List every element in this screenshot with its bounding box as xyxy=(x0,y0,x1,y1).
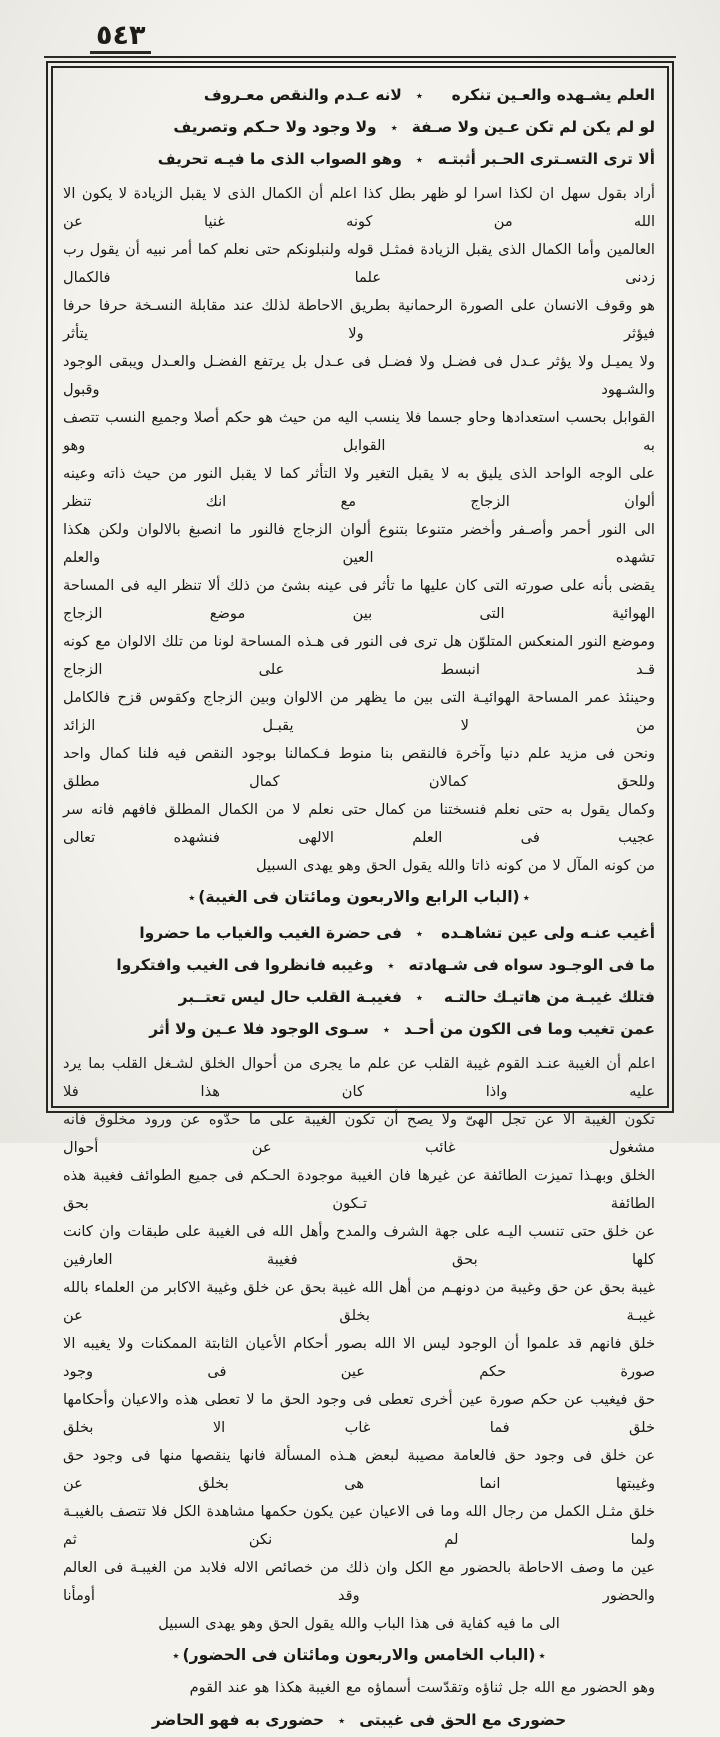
prose-line: أراد بقول سهل ان لكذا اسرا لو ظهر بطل كذا اعلم أن الكمال الذى لا يقبل الزيادة لا يكون الا الله من كونه غنيا عن xyxy=(63,185,655,230)
hemistich-left: وغيبه فانظروا فى الغيب وافتكروا xyxy=(116,956,374,974)
prose-line: على الوجه الواحد الذى يليق به لا يقبل التغير ولا التأثر كما لا يقبل النور من حيث ذاته وعينه ألوان الزجاج مع انك تنظر xyxy=(63,465,655,510)
prose-line: اعلم أن الغيبة عنـد القوم غيبة القلب عن علم ما يجرى من أحوال الخلق لشـغل القلب بما يرد عليه واذا كان هذا فلا xyxy=(63,1055,655,1100)
page-frame xyxy=(46,61,674,1729)
hemistich-right: عمن تغيب وما فى الكون من أحـد xyxy=(403,1020,655,1038)
verse-separator: ٭ xyxy=(415,927,423,942)
prose-line: عن خلق حتى تنسب اليـه على جهة الشرف والمدح وأهل الله فى الغيبة على طبقات وان كانت كلها بحق فغيبة العارفين xyxy=(63,1223,655,1268)
poem-block xyxy=(63,80,655,176)
heading-ornament: ٭ xyxy=(172,1649,180,1664)
hemistich-right: لو لم يكن لم تكن عـين ولا صـفة xyxy=(411,118,655,136)
prose-paragraph xyxy=(63,1050,655,1638)
prose-line: عين ما وصف الاحاطة بالحضور مع الكل وان ذلك من خصائص الاله فلابد من الغيبـة فى العالم والحضور وقد أومأنا xyxy=(63,1559,655,1604)
verse-line xyxy=(63,112,655,144)
prose-line: خلق فانهم قد علموا أن الوجود ليس الا الله بصور أحكام الأعيان الثابتة الممكنات ولا يغيبه الا صورة حكم عين فى وجود xyxy=(63,1335,655,1380)
hemistich-right: ألا ترى التسـترى الحـبر أثبتـه xyxy=(437,150,655,168)
heading-ornament: ٭ xyxy=(188,891,196,906)
prose-line: يقضى بأنه على صورته التى كان عليها ما تأثر فى عينه بشئ من ذلك ألا تنظر اليه فى المساحة الهوائية التى بين موضع الزجاج xyxy=(63,577,655,622)
verse-separator: ٭ xyxy=(382,1023,390,1038)
prose-line: غيبة بحق عن حق وغيبة من دونهـم من أهل الله غيبة بحق عن خلق وغيبة الاكابر من العلماء بالله غيبـة بخلق عن xyxy=(63,1279,655,1324)
verse-line xyxy=(63,80,655,112)
heading-ornament: ٭ xyxy=(538,1649,546,1664)
prose-line: وهو الحضور مع الله جل ثناؤه وتقدّست أسماؤه مع الغيبة هكذا هو عند القوم xyxy=(189,1679,655,1696)
hemistich-left: سـوى الوجود فلا عـين ولا أثر xyxy=(149,1020,369,1038)
verse-separator: ٭ xyxy=(415,991,423,1006)
hemistich-right: ما فى الوجـود سواه فى شـهادته xyxy=(408,956,655,974)
prose-line: وحينئذ عمر المساحة الهوائيـة التى بين ما يظهر من الالوان وبين الزجاج وكقوس قزح فالكامل من لا يقبـل الزائد xyxy=(63,689,655,734)
prose-line: الى ما فيه كفاية فى هذا الباب والله يقول الحق وهو يهدى السبيل xyxy=(158,1615,560,1632)
hemistich-left: فغيبـة القلب حال ليس تعتــبر xyxy=(178,988,402,1006)
poem-block xyxy=(63,918,655,1046)
verse-separator: ٭ xyxy=(338,1714,346,1729)
hemistich-right: فتلك غيبـة من هاتيـك حالتـه xyxy=(443,988,655,1006)
prose-line: الى النور أحمر وأصـفر وأخضر متنوعا بتنوع ألوان الزجاج فالنور ما انصبغ بالالوان ولكن هكذا تشهده العين والعلم xyxy=(63,521,655,566)
hemistich-left: حضورى به فهو الحاضر xyxy=(151,1711,325,1729)
hemistich-left: لانه عـدم والنقص معـروف xyxy=(203,86,402,104)
heading-text: (الباب الخامس والاربعون ومائتان فى الحضور) xyxy=(182,1646,536,1664)
hemistich-right: أغيب عنـه ولى عين تشاهـده xyxy=(441,924,655,942)
prose-paragraph xyxy=(63,180,655,880)
verse-line xyxy=(63,982,655,1014)
verse-line xyxy=(63,918,655,950)
page-content xyxy=(53,68,667,1729)
hemistich-right: العلم يشـهده والعـين تنكره xyxy=(451,86,655,104)
hemistich-left: وهو الصواب الذى ما فيـه تحريف xyxy=(157,150,402,168)
verse-line xyxy=(63,1014,655,1046)
verse-line xyxy=(63,144,655,176)
prose-line: خلق مثـل الكمل من رجال الله وما فى الاعيان عين يكون حكمها مشاهدة الكل فلا تتصف بالغيبـة ولما لم نكن ثم xyxy=(63,1503,655,1548)
prose-line: وموضع النور المنعكس المتلوّن هل ترى فى النور فى هـذه المساحة لونا من تلك الالوان مع كونه قـد انبسط على الزجاج xyxy=(63,633,655,678)
prose-line: ونحن فى مزيد علم دنيا وآخرة فالنقص بنا منوط فـكمالنا بوجود النقص فيه فلنا كمال واحد وللحق كمالان كمال مطلق xyxy=(63,745,655,790)
top-rule xyxy=(44,56,676,58)
verse-separator: ٭ xyxy=(415,89,423,104)
hemistich-left: ولا وجود ولا حـكم وتصريف xyxy=(173,118,377,136)
chapter-heading xyxy=(63,881,655,915)
chapter-heading xyxy=(63,1639,655,1673)
verse-line xyxy=(63,950,655,982)
hemistich-right: حضورى مع الحق فى غيبتى xyxy=(359,1711,567,1729)
prose-line: العالمين وأما الكمال الذى يقبل الزيادة فمثـل قوله ولنبلونكم حتى نعلم كما أمر نبيه أن يقول رب زدنى علما فالكمال xyxy=(63,241,655,286)
poem-block xyxy=(63,1705,655,1737)
verse-separator: ٭ xyxy=(387,959,395,974)
verse-separator: ٭ xyxy=(390,121,398,136)
prose-line: القوابل بحسب استعدادها وحاو جسما فلا ينسب اليه من حيث هو حكم أصلا وجميع النسب تتصف به القوابل وهو xyxy=(63,409,655,454)
prose-line: حق فيغيب عن حكم صورة عين أخرى تعطى فى وجود الحق ما لا تعطى هذه والاعيان وأحكامها خلق فما غاب الا بخلق xyxy=(63,1391,655,1436)
verse-line xyxy=(63,1705,655,1737)
verse-separator: ٭ xyxy=(415,153,423,168)
heading-ornament: ٭ xyxy=(522,891,530,906)
prose-line: ولا يميـل ولا يؤثر عـدل فى فضـل ولا فضـل فى عـدل بل يرتفع الفضـل والعـدل ويبقى الوجود والشـهود وقبول xyxy=(63,353,655,398)
prose-line: الخلق وبهـذا تميزت الطائفة عن غيرها فان الغيبة موجودة الحـكم فى جميع الطوائف فغيبة هذه الطائفة تـكون بحق xyxy=(63,1167,655,1212)
page-number: ٥٤٣ xyxy=(90,20,151,54)
prose-line: وكمال يقول به حتى نعلم فنسختنا من كمال حتى نعلم لا من الكمال المطلق فافهم فانه سر عجيب فى العلم الالهى فنشهده تعالى xyxy=(63,801,655,846)
prose-line: هو وقوف الانسان على الصورة الرحمانية بطريق الاحاطة لذلك عند مقابلة النسـخة حرفا حرفا فيؤثر ولا يتأثر xyxy=(63,297,655,342)
heading-text: (الباب الرابع والاربعون ومائتان فى الغيبة) xyxy=(198,888,520,906)
prose-paragraph xyxy=(63,1674,655,1702)
hemistich-left: فى حضرة الغيب والغياب ما حضروا xyxy=(139,924,402,942)
prose-line: عن خلق فى وجود حق فالعامة مصيبة لبعض هـذه المسألة فانها ينقصها منها فى وجود حق وغيبتها انما هى بخلق عن xyxy=(63,1447,655,1492)
prose-line: تكون الغيبة الا عن تجل الهىّ ولا يصح أن تكون الغيبة على ما حدّوه عن ورود مخلوق فانه مشغول غائب عن أحوال xyxy=(63,1111,655,1156)
prose-line: من كونه المآل لا من كونه ذاتا والله يقول الحق وهو يهدى السبيل xyxy=(255,857,655,874)
